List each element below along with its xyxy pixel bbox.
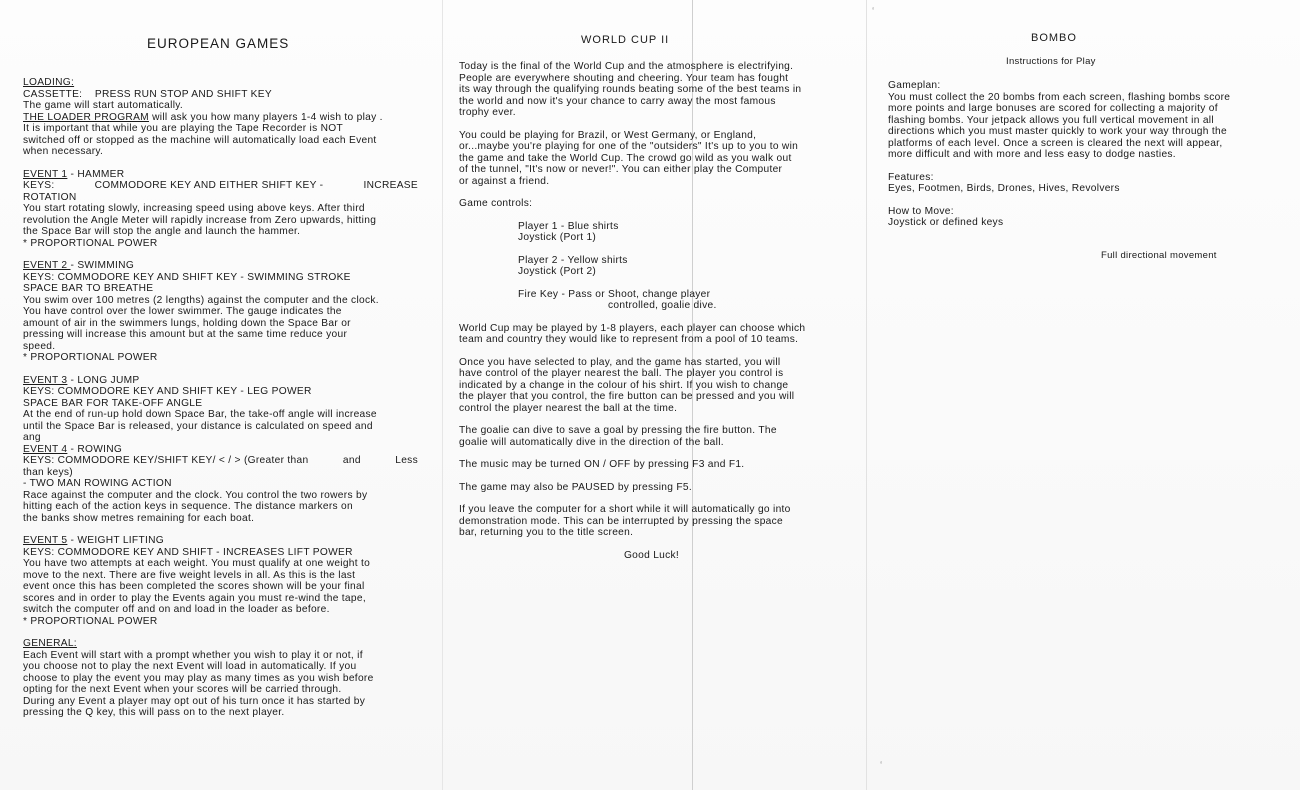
- gameplan-text: more points and large bonuses are scored for collecting a majority of: [888, 103, 1218, 114]
- event-5-text: scores and in order to play the Events again you must re-wind the tape,: [23, 592, 366, 604]
- demo-text: demonstration mode. This can be interrupted by pressing the space: [459, 515, 783, 527]
- european-games-body: [23, 77, 418, 719]
- event-2-text: You swim over 100 metres (2 lengths) against the computer and the clock.: [23, 294, 379, 306]
- event-5-text: event once this has been completed the scores shown will be your final: [23, 581, 365, 592]
- keys-text: KEYS: COMMODORE KEY/SHIFT KEY/ < / > (Greater than: [23, 455, 309, 466]
- event-2-text: speed.: [23, 340, 56, 352]
- intro-text: trophy ever.: [459, 107, 516, 118]
- pause-text: The game may also be PAUSED by pressing F5.: [459, 481, 692, 493]
- event-4-name: - ROWING: [67, 443, 123, 455]
- event-5-text: You have two attempts at each weight. You must qualify at one weight to: [23, 558, 371, 569]
- general-text: Each Event will start with a prompt whether you wish to play it or not, if: [23, 649, 363, 661]
- play-text: of the tunnel, "It's now or never!". You can either play the Computer: [459, 164, 783, 175]
- event-5-text: * PROPORTIONAL POWER: [23, 615, 158, 627]
- event-2-name: - SWIMMING: [70, 260, 135, 271]
- gameplan-text: more difficult and with more and less easy to dodge nasties.: [888, 149, 1176, 160]
- demo-text: bar, returning you to the title screen.: [459, 527, 634, 538]
- event-3-name: - LONG JUMP: [67, 374, 140, 386]
- loader-text-line: It is important that while you are playing the Tape Recorder is NOT: [23, 123, 344, 134]
- controls-heading: Game controls:: [459, 198, 533, 209]
- select-text: the player that you control, the fire button can be pressed and you will: [459, 391, 795, 402]
- general-text: pressing the Q key, this will pass on to the next player.: [23, 707, 285, 718]
- event-4-text: Race against the computer and the clock. You control the two rowers by: [23, 489, 368, 501]
- general-text: choose to play the event you may play as many times as you wish before: [23, 672, 374, 684]
- event-1-text: revolution the Angle Meter will rapidly increase from Zero upwards, hitting: [23, 214, 377, 226]
- cassette-instruction: PRESS RUN STOP AND SHIFT KEY: [94, 88, 272, 100]
- event-1-text: You start rotating slowly, increasing speed using above keys. After third: [23, 203, 365, 214]
- select-text: indicated by a change in the colour of his shirt. If you wish to change: [459, 379, 789, 391]
- event-5-label: EVENT 5: [23, 535, 68, 546]
- event-3-heading: [23, 375, 418, 387]
- player-1-joystick: Joystick (Port 1): [518, 232, 597, 243]
- scan-speck: ‘: [880, 760, 883, 771]
- loader-text: will ask you how many players 1-4 wish to play .: [148, 111, 383, 123]
- fire-key-line: Fire Key - Pass or Shoot, change player: [518, 288, 711, 300]
- gameplan-heading: Gameplan:: [888, 80, 941, 91]
- keys-text: INCREASE: [363, 180, 418, 191]
- gameplan-text: directions which you must master quickly to work your way through the: [888, 126, 1227, 137]
- gameplan-text: You must collect the 20 bombs from each screen, flashing bombs score: [888, 91, 1231, 103]
- event-4-text: - TWO MAN ROWING ACTION: [23, 478, 172, 489]
- event-4-text: hitting each of the action keys in sequence. The distance markers on: [23, 501, 353, 512]
- event-1-heading: [23, 169, 418, 181]
- general-text: opting for the next Event when your scores will be carried through.: [23, 684, 342, 695]
- keys-text: COMMODORE KEY AND EITHER SHIFT KEY -: [94, 180, 324, 191]
- move-heading: How to Move:: [888, 205, 954, 217]
- play-text: the game and take the World Cup. The crowd go wild as you walk out: [459, 152, 792, 164]
- gameplan-text: platforms of each level. Once a screen is cleared the next will appear,: [888, 137, 1223, 149]
- event-1-keys: [23, 180, 418, 192]
- event-4-heading: [23, 444, 418, 456]
- general-heading: GENERAL:: [23, 638, 77, 649]
- event-3-text: until the Space Bar is released, your distance is calculated on speed and: [23, 420, 373, 432]
- general-text: you choose not to play the next Event will load in automatically. If you: [23, 661, 357, 672]
- event-2-text: * PROPORTIONAL POWER: [23, 352, 158, 363]
- event-3-text: KEYS: COMMODORE KEY AND SHIFT KEY - LEG POWER: [23, 386, 312, 397]
- players-text: team and country they would like to represent from a pool of 10 teams.: [459, 334, 799, 345]
- player-1-line: Player 1 - Blue shirts: [518, 220, 619, 232]
- european-games-title: EUROPEAN GAMES: [147, 36, 290, 51]
- event-1-text: * PROPORTIONAL POWER: [23, 237, 158, 249]
- event-1-keys-cont: ROTATION: [23, 191, 77, 203]
- move-text: Joystick or defined keys: [888, 217, 1004, 228]
- cassette-label: CASSETTE:: [23, 88, 83, 100]
- bombo-title: BOMBO: [1031, 32, 1077, 44]
- keys-label: KEYS:: [23, 180, 55, 191]
- event-4-keys: [23, 455, 418, 467]
- event-3-label: EVENT 3: [23, 374, 68, 386]
- event-4-text: than keys): [23, 466, 73, 478]
- world-cup-title: WORLD CUP II: [581, 34, 670, 46]
- bombo-body: [888, 80, 1278, 229]
- event-3-text: At the end of run-up hold down Space Bar, the take-off angle will increase: [23, 409, 377, 420]
- demo-text: If you leave the computer for a short while it will automatically go into: [459, 504, 791, 515]
- intro-text: its way through the qualifying rounds beating some of the best teams in: [459, 84, 802, 95]
- event-1-label: EVENT 1: [23, 168, 68, 180]
- cassette-line: [23, 89, 418, 101]
- general-text: During any Event a player may opt out of his turn once it has started by: [23, 695, 366, 707]
- keys-text: Less: [395, 455, 418, 466]
- event-5-name: - WEIGHT LIFTING: [67, 535, 164, 546]
- event-2-label: EVENT 2: [23, 260, 71, 271]
- event-5-text: switch the computer off and on and load in the loader as before.: [23, 604, 330, 615]
- loader-line: [23, 112, 418, 124]
- event-3-text: ang: [23, 432, 41, 443]
- event-3-text: SPACE BAR FOR TAKE-OFF ANGLE: [23, 397, 203, 409]
- loader-text-line: when necessary.: [23, 146, 104, 157]
- play-text: or...maybe you're playing for one of the "outsiders" It's up to you to win: [459, 141, 799, 152]
- features-text: Eyes, Footmen, Birds, Drones, Hives, Revolvers: [888, 183, 1120, 194]
- scan-speck: ‘: [872, 6, 875, 17]
- paper-fold: [866, 0, 867, 790]
- world-cup-body: [459, 61, 844, 561]
- select-text: control the player nearest the ball at the time.: [459, 402, 678, 414]
- intro-text: the world and now it's your chance to carry away the most famous: [459, 95, 776, 107]
- features-heading: Features:: [888, 171, 934, 183]
- event-2-heading: [23, 260, 418, 272]
- loader-heading: THE LOADER PROGRAM: [23, 111, 149, 123]
- goalie-text: goalie will automatically dive in the direction of the ball.: [459, 436, 724, 448]
- bombo-subtitle: Instructions for Play: [1006, 56, 1096, 67]
- paper-fold: [442, 0, 443, 790]
- loader-text-line: switched off or stopped as the machine will automatically load each Event: [23, 134, 377, 146]
- good-luck-text: Good Luck!: [623, 549, 680, 561]
- player-2-line: Player 2 - Yellow shirts: [518, 254, 628, 266]
- intro-text: Today is the final of the World Cup and the atmosphere is electrifying.: [459, 61, 794, 72]
- fire-key-line-cont: controlled, goalie dive.: [608, 300, 717, 311]
- music-text: The music may be turned ON / OFF by pressing F3 and F1.: [459, 459, 745, 470]
- event-2-text: pressing will increase this amount but at the same time reduce your: [23, 329, 348, 340]
- players-text: World Cup may be played by 1-8 players, each player can choose which: [459, 322, 806, 334]
- keys-text: and: [342, 455, 361, 466]
- event-5-heading: [23, 535, 418, 547]
- event-2-text: KEYS: COMMODORE KEY AND SHIFT KEY - SWIMMING STROKE: [23, 271, 351, 283]
- event-1-name: - HAMMER: [67, 168, 125, 180]
- event-4-text: the banks show metres remaining for each boat.: [23, 512, 255, 524]
- event-5-text: move to the next. There are five weight levels in all. As this is the last: [23, 569, 356, 581]
- goalie-text: The goalie can dive to save a goal by pressing the fire button. The: [459, 425, 777, 436]
- event-2-text: You have control over the lower swimmer. The gauge indicates the: [23, 306, 342, 317]
- play-text: You could be playing for Brazil, or West Germany, or England,: [459, 129, 757, 141]
- select-text: have control of the player nearest the ball. The player you control is: [459, 368, 784, 379]
- play-text: or against a friend.: [459, 175, 550, 187]
- loading-heading: LOADING:: [23, 77, 75, 88]
- event-2-text: SPACE BAR TO BREATHE: [23, 283, 154, 294]
- select-text: Once you have selected to play, and the game has started, you will: [459, 356, 781, 368]
- player-2-joystick: Joystick (Port 2): [518, 266, 597, 277]
- event-5-text: KEYS: COMMODORE KEY AND SHIFT - INCREASES LIFT POWER: [23, 546, 353, 558]
- gameplan-text: flashing bombs. Your jetpack allows you full vertical movement in all: [888, 114, 1214, 126]
- event-2-text: amount of air in the swimmers lungs, holding down the Space Bar or: [23, 317, 351, 329]
- auto-start-line: The game will start automatically.: [23, 100, 184, 111]
- event-1-text: the Space Bar will stop the angle and launch the hammer.: [23, 226, 301, 237]
- intro-text: People are everywhere shouting and cheering. Your team has fought: [459, 72, 789, 84]
- event-4-label: EVENT 4: [23, 443, 68, 455]
- full-directional-text: Full directional movement: [1101, 250, 1217, 261]
